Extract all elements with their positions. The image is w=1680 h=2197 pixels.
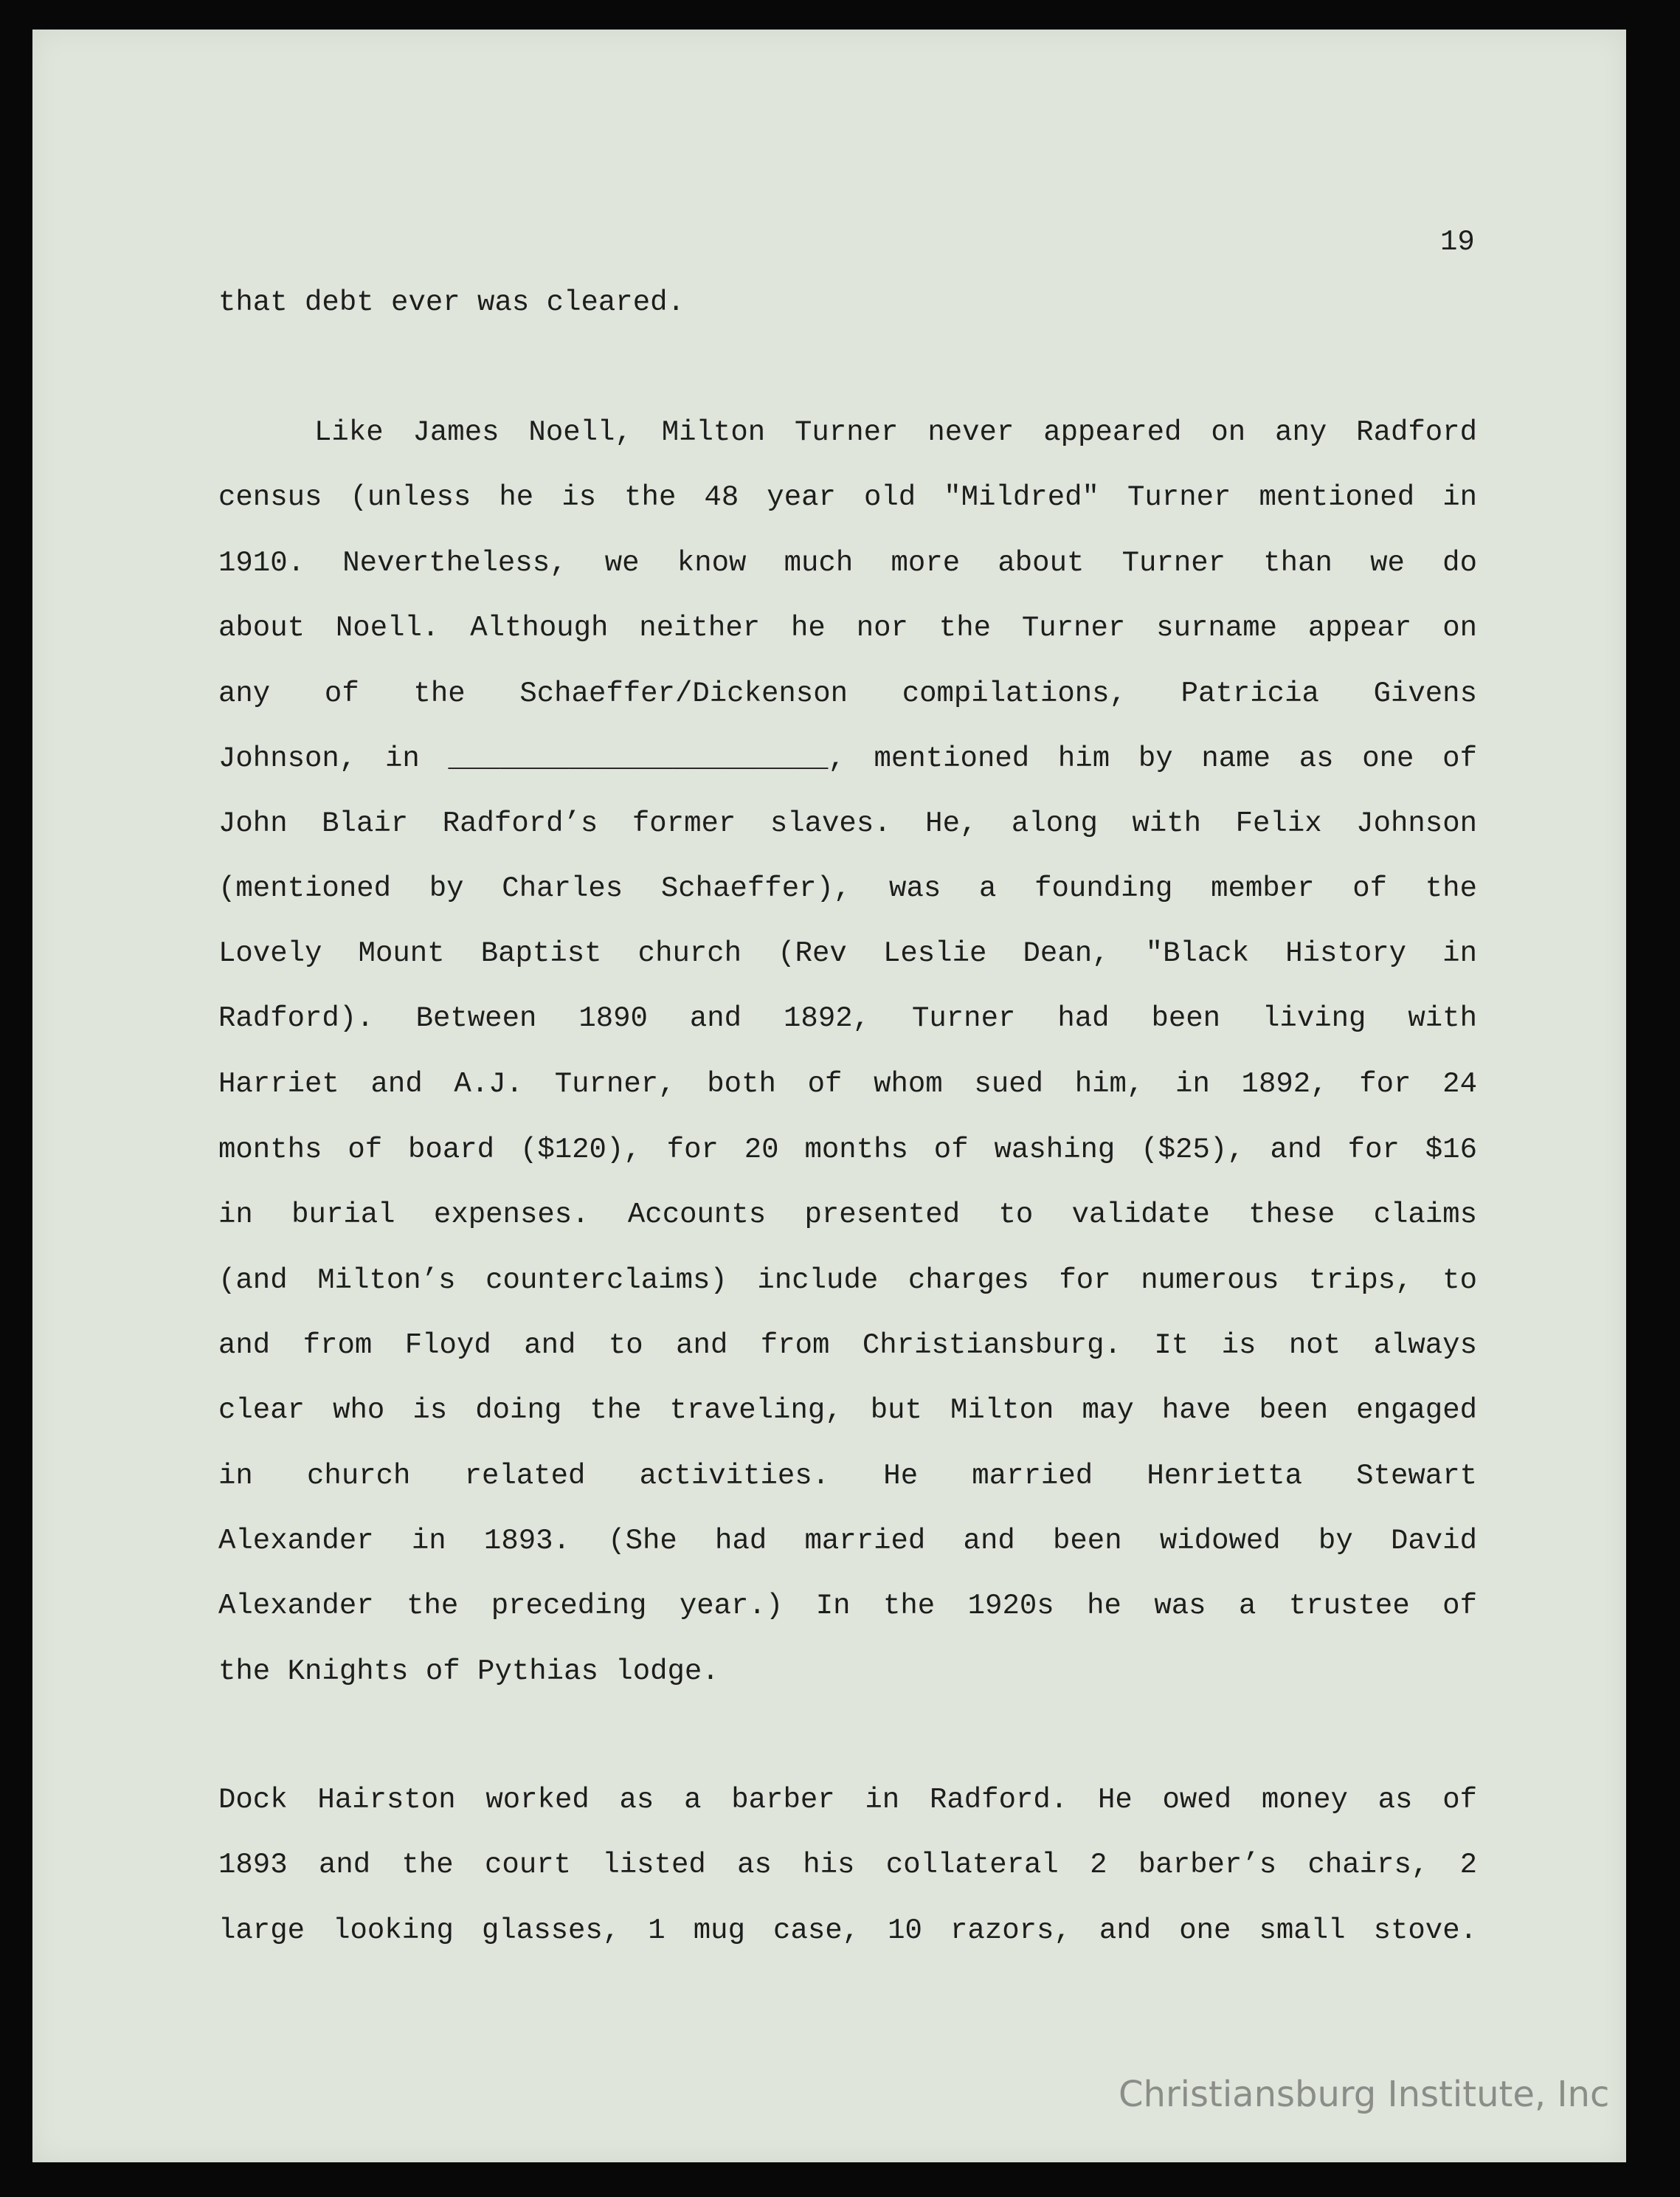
paragraph-2-line-7: John Blair Radford’s former slaves. He, along with Felix Johnson bbox=[218, 807, 1477, 840]
paragraph-2-line-1: Like James Noell, Milton Turner never appeared on any Radford bbox=[314, 416, 1477, 449]
page-number: 19 bbox=[1440, 226, 1475, 258]
paragraph-2-line-5: any of the Schaeffer/Dickenson compilations, Patricia Givens bbox=[218, 677, 1477, 710]
paragraph-2-line-16: clear who is doing the traveling, but Milton may have been engaged bbox=[218, 1394, 1477, 1427]
paragraph-2-line-2: census (unless he is the 48 year old "Mildred" Turner mentioned in bbox=[218, 481, 1477, 514]
paragraph-2-line-10: Radford). Between 1890 and 1892, Turner had been living with bbox=[218, 1002, 1477, 1035]
paragraph-2-line-14: (and Milton’s counterclaims) include charges for numerous trips, to bbox=[218, 1264, 1477, 1297]
watermark: Christiansburg Institute, Inc bbox=[1119, 2074, 1610, 2115]
paragraph-2-line-9: Lovely Mount Baptist church (Rev Leslie Dean, "Black History in bbox=[218, 937, 1477, 970]
paragraph-2-line-6: Johnson, in ______________________, mentioned him by name as one of bbox=[218, 742, 1477, 775]
paragraph-2-line-12: months of board ($120), for 20 months of washing ($25), and for $16 bbox=[218, 1134, 1477, 1166]
paragraph-2-line-8: (mentioned by Charles Schaeffer), was a founding member of the bbox=[218, 872, 1477, 905]
paragraph-2-line-20: the Knights of Pythias lodge. bbox=[218, 1655, 719, 1688]
paragraph-1-line-1: that debt ever was cleared. bbox=[218, 286, 685, 319]
paragraph-2-line-19: Alexander the preceding year.) In the 1920s he was a trustee of bbox=[218, 1590, 1477, 1622]
paragraph-2-line-11: Harriet and A.J. Turner, both of whom sued him, in 1892, for 24 bbox=[218, 1068, 1477, 1100]
paragraph-2-line-13: in burial expenses. Accounts presented to validate these claims bbox=[218, 1198, 1477, 1231]
paragraph-2-line-4: about Noell. Although neither he nor the Turner surname appear on bbox=[218, 612, 1477, 644]
paragraph-3-line-1: Dock Hairston worked as a barber in Radford. He owed money as of bbox=[218, 1784, 1477, 1816]
paragraph-3-line-2: 1893 and the court listed as his collateral 2 barber’s chairs, 2 bbox=[218, 1849, 1477, 1881]
paragraph-2-line-17: in church related activities. He married Henrietta Stewart bbox=[218, 1460, 1477, 1492]
paragraph-2-line-15: and from Floyd and to and from Christiansburg. It is not always bbox=[218, 1329, 1477, 1362]
paragraph-3-line-3: large looking glasses, 1 mug case, 10 razors, and one small stove. bbox=[218, 1914, 1477, 1947]
paragraph-2-line-18: Alexander in 1893. (She had married and been widowed by David bbox=[218, 1525, 1477, 1557]
paragraph-2-line-3: 1910. Nevertheless, we know much more about Turner than we do bbox=[218, 547, 1477, 579]
